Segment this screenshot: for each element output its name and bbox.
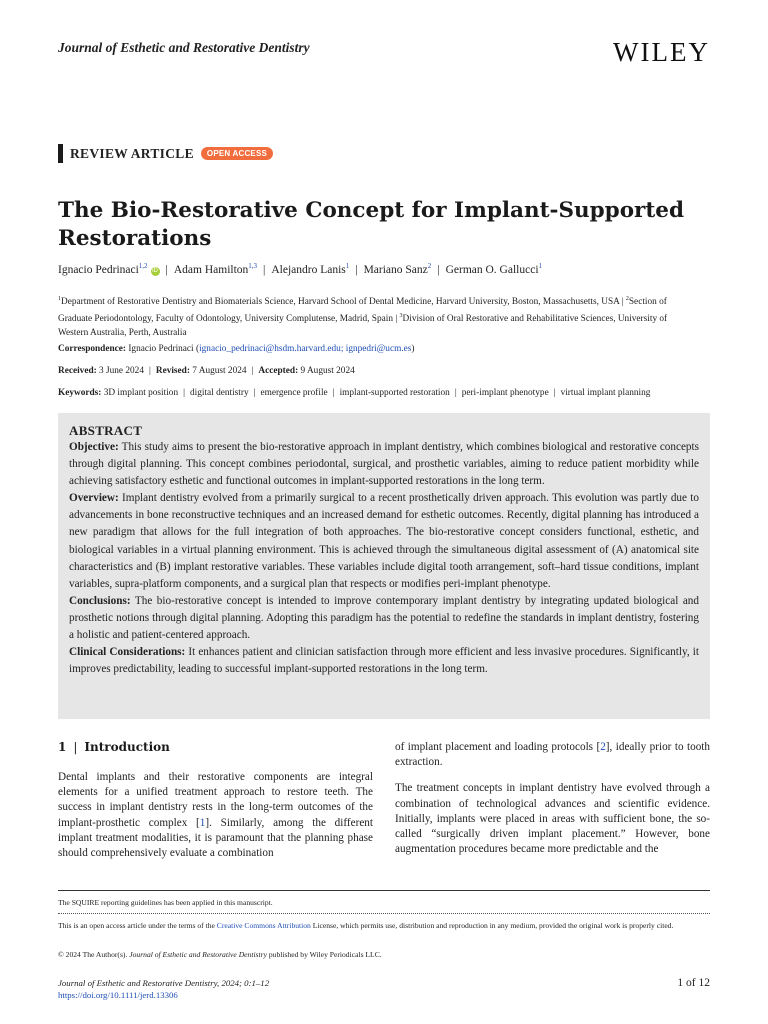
author-affiliation-ref[interactable]: 1,3 xyxy=(248,262,258,270)
footnote-squire: The SQUIRE reporting guidelines has been applied in this manuscript. xyxy=(58,898,273,907)
author-affiliation-ref[interactable]: 1 xyxy=(345,262,350,270)
abstract-conclusions: Conclusions: The bio-restorative concept is intended to improve contemporary implant dentistry by integrating updated biological and prosthetic notions through digital planning. Adopting this paradigm has the potential to redefine the standards in implant dentistry, fostering a holistic and patient-centered approach. xyxy=(69,594,699,642)
abstract-objective: Objective: This study aims to present the bio-restorative approach in implant dentistry, which combines biological and restorative concepts through digital planning. This concept combines periodontal, surgical, and prosthetic variables, aiming to reduce patient morbidity while achieving satisfactory esthetic and functional outcomes in implant-supported restorations in the long term. xyxy=(69,441,699,488)
citation-ref[interactable]: 1 xyxy=(199,816,206,829)
affiliation-1: Department of Restorative Dentistry and Biomaterials Science, Harvard School of Dental Medicine, Harvard University, Boston, Massachusetts, USA xyxy=(61,297,620,308)
article-type-label: REVIEW ARTICLE xyxy=(70,145,194,161)
abstract-clinical: Clinical Considerations: It enhances patient and clinician satisfaction through more efficient and less invasive procedures. Significantly, it improves predictability, leading to successful implant-supported restorations in the long term. xyxy=(69,646,699,676)
revised-date: 7 August 2024 xyxy=(192,366,247,376)
body-paragraph: Dental implants and their restorative components are integral elements for a unified treatment approach to restore teeth. The success in implant dentistry rests in the long-term outcomes of the implant-prosthetic complex [1]. Similarly, among the different implant treatment modalities, it is paramount that the planning phase should comprehensively evaluate a combination xyxy=(58,771,373,860)
keyword[interactable]: implant-supported restoration xyxy=(339,388,450,398)
author-name[interactable]: Mariano Sanz xyxy=(363,263,428,276)
citation-ref[interactable]: 2 xyxy=(600,741,606,753)
article-title: The Bio-Restorative Concept for Implant-Supported Restorations xyxy=(58,198,684,251)
journal-name: Journal of Esthetic and Restorative Dentistry xyxy=(58,40,310,55)
keyword[interactable]: peri-implant phenotype xyxy=(461,388,549,398)
footnote-divider xyxy=(58,913,710,914)
orcid-icon[interactable]: iD xyxy=(152,267,158,274)
keyword[interactable]: 3D implant position xyxy=(103,388,179,398)
affiliation-2: Section of Graduate Periodontology, Faculty of Odontology, University Complutense, Madrid, Spain xyxy=(58,297,667,325)
affiliations: $^1$Department of Restorative Dentistry and Biomaterials Science, Harvard School of Dental Medicine, Harvard University, Boston, Massachusetts, USA | $^2$Section of Graduate Periodontology, Faculty of Odontology, University Complutense, Madrid, Spain | $^3$Division of Oral Restorative and Rehabilitative Sciences, University of Western Australia, Perth, Australia xyxy=(58,296,668,339)
keyword[interactable]: digital dentistry xyxy=(189,388,249,398)
accepted-date: 9 August 2024 xyxy=(300,366,355,376)
keywords: Keywords: 3D implant position | digital dentistry | emergence profile | implant-supported restoration | peri-implant phenotype | virtual implant planning xyxy=(58,388,651,398)
article-type-bar xyxy=(58,144,63,163)
article-type-row xyxy=(58,144,273,163)
body-column-left xyxy=(58,770,373,872)
abstract-overview: Overview: Implant dentistry evolved from a primarily surgical to a recent prosthetically driven approach. This evolution was partly due to advancements in bone reconstructive techniques and an increased demand for esthetic outcomes. Recently, digital planning has introduced a new paradigm that allows for the full integration of both approaches. The bio-restorative concept considers functional, esthetic, and biological variables in a virtual planning environment. This is achieved through the simultaneous digital assessment of (A) anatomical site characteristics and (B) implant restorative variables. These variables include digital tooth arrangement, soft–hard tissue conditions, implant variables, supra-platform components, and a surgical plan that respects or modifies peri-implant phenotype. xyxy=(69,492,699,590)
footnote-license: This is an open access article under the terms of the Creative Commons Attribution License, which permits use, distribution and reproduction in any medium, provided the original work is properly cited. xyxy=(58,921,674,930)
body-paragraph: of implant placement and loading protocols [2], ideally prior to tooth extraction. xyxy=(395,741,710,769)
author-name[interactable]: German O. Gallucci xyxy=(445,263,539,276)
author-affiliation-ref[interactable]: 1 xyxy=(538,262,543,270)
abstract-box xyxy=(58,413,710,719)
doi-link[interactable]: https://doi.org/10.1111/jerd.13306 xyxy=(58,990,178,1000)
email-link[interactable]: ignacio_pedrinaci@hsdm.harvard.edu xyxy=(199,344,341,354)
email-link[interactable]: ignpedri@ucm.es xyxy=(345,344,412,354)
correspondence: Correspondence: Ignacio Pedrinaci (ignacio_pedrinaci@hsdm.harvard.edu; ignpedri@ucm.es) xyxy=(58,344,415,354)
footnote-copyright: © 2024 The Author(s). Journal of Esthetic and Restorative Dentistry published by Wiley Periodicals LLC. xyxy=(58,950,382,959)
footnote-rule xyxy=(58,890,710,891)
keyword[interactable]: emergence profile xyxy=(260,388,328,398)
author-affiliation-ref[interactable]: 2 xyxy=(427,262,432,270)
abstract-heading: ABSTRACT xyxy=(69,423,143,438)
author-name[interactable]: Ignacio Pedrinaci xyxy=(58,263,139,276)
affiliation-3: Division of Oral Restorative and Rehabilitative Sciences, University of Western Australia, Perth, Australia xyxy=(58,314,668,339)
license-link[interactable]: Creative Commons Attribution xyxy=(216,921,311,930)
author-name[interactable]: Alejandro Lanis xyxy=(271,263,346,276)
body-paragraph: The treatment concepts in implant dentistry have evolved through a combination of technological advances and scientific evidence. Initially, implants were placed in areas with sufficient bone, the so-called “surgically driven implant placement.” However, bone augmentation procedures became more predictable and the xyxy=(395,782,710,856)
open-access-badge[interactable]: OPEN ACCESS xyxy=(201,147,273,160)
author-affiliation-ref[interactable]: 1,2 xyxy=(138,262,148,270)
author-name[interactable]: Adam Hamilton xyxy=(173,263,249,276)
journal-citation: Journal of Esthetic and Restorative Dentistry, 2024; 0:1–12 xyxy=(58,978,270,988)
received-date: 3 June 2024 xyxy=(99,366,144,376)
publisher-logo: WILEY xyxy=(613,37,710,67)
author-list: Ignacio Pedrinaci$^{1,2}$iD | Adam Hamilton$^{1,3}$ | Alejandro Lanis$^1$ | Mariano Sanz$^2$ | German O. Gallucci$^1$ xyxy=(58,262,543,276)
article-dates: Received: 3 June 2024 | Revised: 7 August 2024 | Accepted: 9 August 2024 xyxy=(58,366,355,376)
section-heading: 1 | Introduction xyxy=(58,740,170,754)
page-number: 1 of 12 xyxy=(677,977,710,989)
body-column-right xyxy=(395,740,710,868)
keyword[interactable]: virtual implant planning xyxy=(560,388,651,398)
